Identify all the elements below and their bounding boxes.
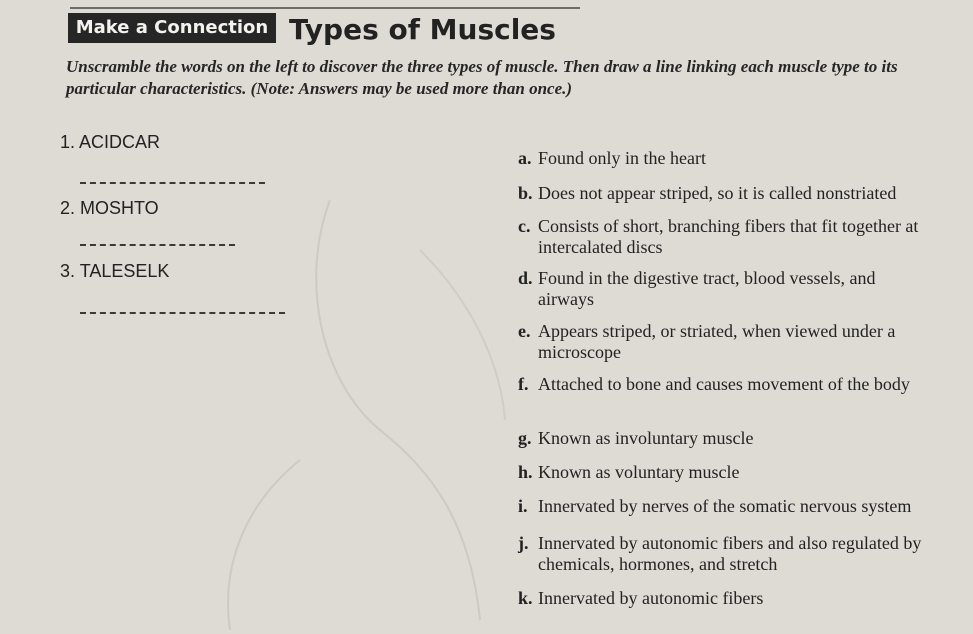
answer-blank-1[interactable] bbox=[80, 182, 265, 184]
characteristic-letter: g. bbox=[518, 428, 532, 448]
characteristic-d[interactable] bbox=[518, 268, 918, 310]
scrambled-word-1: 1. ACIDCAR bbox=[60, 132, 161, 152]
characteristic-letter: b. bbox=[518, 183, 533, 203]
characteristic-j[interactable] bbox=[518, 533, 948, 575]
characteristic-a[interactable] bbox=[518, 148, 938, 169]
characteristic-letter: k. bbox=[518, 588, 533, 608]
characteristic-text: Found in the digestive tract, blood vessels, and airways bbox=[538, 268, 876, 309]
header-rule bbox=[70, 7, 580, 9]
characteristic-letter: f. bbox=[518, 374, 529, 394]
characteristic-text: Innervated by autonomic fibers bbox=[538, 588, 764, 608]
characteristic-b[interactable] bbox=[518, 183, 938, 204]
characteristic-text: Does not appear striped, so it is called nonstriated bbox=[538, 183, 897, 203]
characteristic-h[interactable] bbox=[518, 462, 938, 483]
answer-blank-2[interactable] bbox=[80, 244, 235, 246]
characteristic-c[interactable] bbox=[518, 216, 938, 258]
characteristic-letter: a. bbox=[518, 148, 532, 168]
characteristic-i[interactable] bbox=[518, 496, 958, 517]
page-title: Types of Muscles bbox=[289, 13, 556, 46]
answer-blank-3[interactable] bbox=[80, 312, 285, 314]
characteristic-f[interactable] bbox=[518, 374, 918, 395]
instructions-text: Unscramble the words on the left to discover the three types of muscle. Then draw a line linking each muscle type to its particular characteristics. (Note: Answers may be used more than once.) bbox=[66, 57, 898, 98]
characteristic-letter: d. bbox=[518, 268, 533, 288]
characteristic-g[interactable] bbox=[518, 428, 938, 449]
characteristic-letter: c. bbox=[518, 216, 531, 236]
characteristic-text: Known as voluntary muscle bbox=[538, 462, 740, 482]
characteristic-letter: j. bbox=[518, 533, 529, 553]
characteristic-text: Innervated by autonomic fibers and also regulated by chemicals, hormones, and stretch bbox=[538, 533, 922, 574]
scrambled-word-2: 2. MOSHTO bbox=[60, 198, 159, 218]
characteristic-text: Consists of short, branching fibers that fit together at intercalated discs bbox=[538, 216, 919, 257]
characteristic-letter: e. bbox=[518, 321, 531, 341]
characteristic-text: Attached to bone and causes movement of the body bbox=[538, 374, 910, 394]
characteristic-text: Innervated by nerves of the somatic nervous system bbox=[538, 496, 912, 516]
section-tag: Make a Connection bbox=[68, 13, 276, 43]
characteristic-text: Known as involuntary muscle bbox=[538, 428, 754, 448]
characteristic-letter: h. bbox=[518, 462, 533, 482]
scrambled-word-3: 3. TALESELK bbox=[60, 261, 170, 281]
characteristic-text: Found only in the heart bbox=[538, 148, 706, 168]
characteristic-e[interactable] bbox=[518, 321, 938, 363]
characteristic-k[interactable] bbox=[518, 588, 938, 609]
characteristic-letter: i. bbox=[518, 496, 528, 516]
characteristic-text: Appears striped, or striated, when viewed under a microscope bbox=[538, 321, 896, 362]
